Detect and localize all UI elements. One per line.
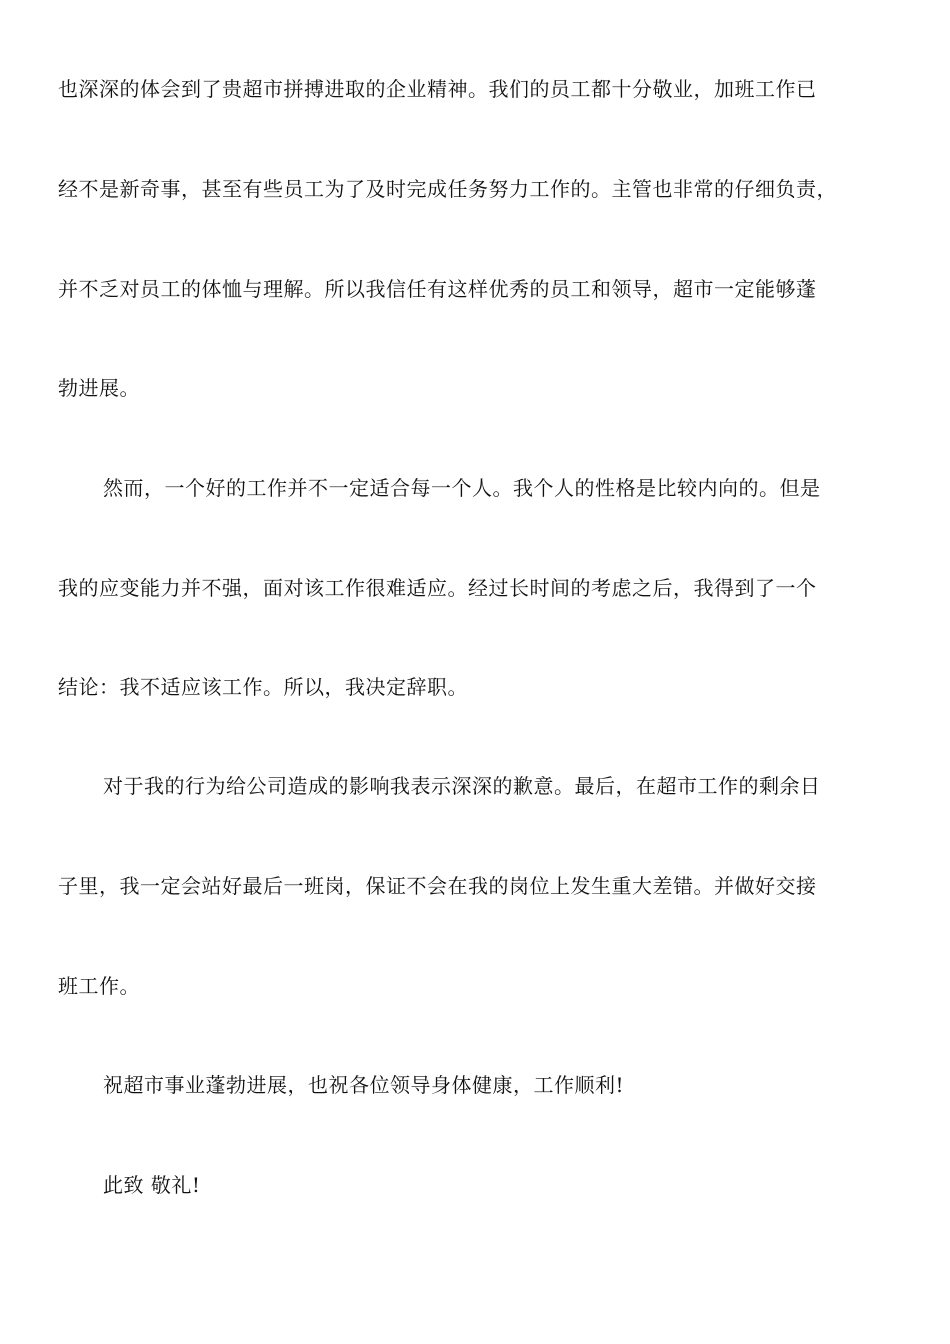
text-line: 子里，我一定会站好最后一班岗，保证不会在我的岗位上发生重大差错。并做好交接	[58, 874, 817, 898]
text-line: 勃进展。	[58, 376, 140, 400]
paragraph-start-line: 然而，一个好的工作并不一定适合每一个人。我个人的性格是比较内向的。但是	[103, 476, 821, 500]
closing-salutation: 此致 敬礼!	[103, 1173, 201, 1197]
text-line: 我的应变能力并不强，面对该工作很难适应。经过长时间的考虑之后，我得到了一个	[58, 576, 817, 600]
text-line: 并不乏对员工的体恤与理解。所以我信任有这样优秀的员工和领导，超市一定能够蓬	[58, 277, 817, 301]
closing-wishes: 祝超市事业蓬勃进展，也祝各位领导身体健康，工作顺利!	[103, 1073, 625, 1097]
text-line: 班工作。	[58, 974, 140, 998]
paragraph-start-line: 对于我的行为给公司造成的影响我表示深深的歉意。最后，在超市工作的剩余日	[103, 774, 821, 798]
text-line: 结论：我不适应该工作。所以，我决定辞职。	[58, 675, 468, 699]
text-line: 经不是新奇事，甚至有些员工为了及时完成任务努力工作的。主管也非常的仔细负责，	[58, 177, 837, 201]
text-line: 也深深的体会到了贵超市拼搏进取的企业精神。我们的员工都十分敬业，加班工作已	[58, 77, 817, 101]
